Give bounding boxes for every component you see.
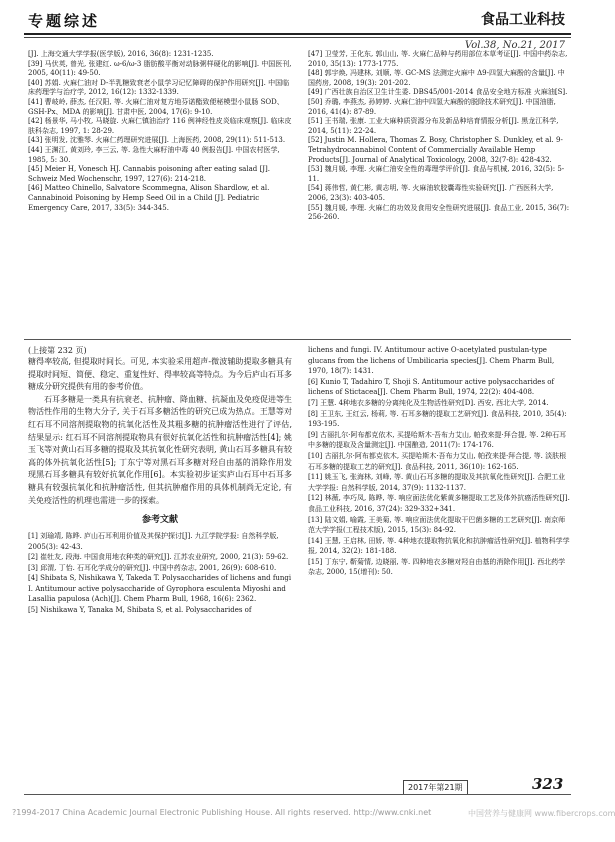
top-right-references	[308, 50, 570, 223]
reference-item: [50] 乔璐, 李燕杰, 孙婷婷. 火麻仁油中四氢大麻酚的脱除技术研究[J]. 中国油脂, 2016, 41(4): 87-89.	[308, 97, 556, 116]
reference-item: [39] 马伏英, 曾光, 张建红. ω-6/ω-3 脂肪酸平衡对动脉粥样硬化的影响[J]. 中国医刊, 2005, 40(11): 49-50.	[28, 59, 292, 78]
reference-item: [12] 林薇, 李巧凤, 陈晔, 等. 响应面法优化紫黄多糖提取工艺及体外抗癌活性研究[J]. 食品工业科技, 2016, 37(24): 329-332+341.	[308, 494, 570, 513]
header-rule-thin	[24, 37, 571, 38]
reference-item: [8] 王卫东, 王红云, 杨莉, 等. 石耳多糖的提取工艺研究[J]. 食品科技, 2010, 35(4): 193-195.	[308, 409, 567, 429]
continued-note: (上接第 232 页)	[28, 346, 87, 355]
reference-item: [4] Shibata S, Nishikawa Y, Takeda T. Polysaccharides of lichens and fungi I. Antitumour active polysaccharide of Gyrophora esculenta Miyoshi and Lasallia papulosa (Ach)[J]. Chem Pharm Bull, 1968, 16(6): 2362.	[28, 574, 292, 604]
reference-item: [13] 陆文娟, 喻霞, 王美菊, 等. 响应面法优化提取干巴菌多糖的工艺研究[J]. 南京师范大学学报(工程技术版), 2015, 15(3): 84-92.	[308, 515, 566, 535]
watermark: 中国营养与健康网 www.fibercrops.com	[468, 809, 615, 818]
reference-item: [49] 广西壮族自治区卫生计生委. DBS45/001-2014 食品安全地方标准 火麻油[S].	[308, 88, 568, 97]
reference-item: [47] 卫莹芳, 王化东, 郭山山, 等. 火麻仁品种与药用部位本草考证[J]. 中国中药杂志, 2010, 35(13): 1773-1775.	[308, 50, 568, 68]
references-heading: 参考文献	[141, 515, 178, 526]
reference-item: [9] 古丽扎尔·阿布都克依木, 买提哈斯木·吾布力艾山, 帕孜来提·拜合提, 等. 2种石耳中多糖的提取及含量测定[J]. 中国酿造, 2011(7): 174-176.	[308, 430, 567, 450]
reference-item: [52] Justin M. Hollera, Thomas Z. Bosy, Christopher S. Dunkley, et al. 9-Tetrahydrocannabinol Content of Commercially Available Hemp Products[J]. Journal of Analytical Toxicology, 2008, 32(7-8): 428-432.	[308, 136, 563, 164]
article-divider	[24, 339, 571, 340]
reference-item: [43] 张明发, 沈雅琴. 火麻仁药理研究进展[J]. 上海医药, 2008, 29(11): 511-513.	[28, 136, 286, 145]
reference-item: [2] 崔牡友, 段海. 中国食用地衣种类的研究[J]. 江苏农业研究, 2000, 21(3): 59-62.	[28, 553, 289, 562]
header-section-title: 专题综述	[28, 12, 101, 30]
reference-item: [5] Nishikawa Y, Tanaka M, Shibata S, et al. Polysaccharides of	[28, 605, 252, 614]
reference-item: [42] 杨景华, 马小牧, 马晓旋. 火麻仁镇油治疗 116 例神经性皮炎临床观察[J]. 临床皮肤科杂志, 1997, 1: 28-29.	[28, 117, 292, 135]
reference-item: [7] 王慧. 4种地衣多糖的分离纯化及生物活性研究[D]. 西安, 西北大学, 2014.	[308, 398, 549, 407]
reference-item: [1] 刘瑜靖, 陈晔. 庐山石耳利用价值及其保护探讨[J]. 九江学院学报: 自然科学版, 2005(3): 42-43.	[28, 532, 279, 551]
reference-item: [53] 魏月媛, 李理. 火麻仁油安全性的毒理学评价[J]. 食品与机械, 2016, 32(5): 5-11.	[308, 165, 565, 183]
reference-item: [46] Matteo Chinello, Salvatore Scommegna, Alison Shardlow, et al. Cannabinoid Poisoning by Hemp Seed Oil in a Child [J]. Pediatric Emergency Care, 2017, 33(5): 344-345.	[28, 184, 270, 212]
article-right-column	[308, 345, 570, 578]
reference-item: [J]. 上海交通大学学报(医学版), 2016, 36(8): 1231-1235.	[28, 50, 214, 58]
header-rule	[24, 33, 571, 35]
reference-item: lichens and fungi. IV. Antitumour active O-acetylated pustulan-type glucans from the lichens of Umbilicaria species[J]. Chem Pharm Bull, 1970, 18(7): 1431.	[308, 346, 555, 376]
reference-item: [55] 魏月媛, 李理. 火麻仁的功效及食用安全性研究进展[J]. 食品工业, 2015, 36(7): 256-260.	[308, 203, 570, 222]
reference-item: [3] 邱渭, 丁怡. 石耳化学成分的研究[J]. 中国中药杂志, 2001, 26(9): 608-610.	[28, 563, 277, 572]
body-paragraph: 石耳多糖是一类具有抗衰老、抗肿瘤、降血糖、抗凝血及免疫促进等生物活性作用的生物大分子, 关于石耳多糖活性的研究已成为热点。王慧等对红石耳不同溶剂提取物的抗氧化活性及其粗多糖的抗肿瘤活性进行了评估, 结果显示: 红石耳不同溶剂提取物具有很好抗氧化活性和抗肿瘤活性[4]; 姚玉飞等对黄山石耳多糖的提取及其抗氧化性研究表明, 黄山石耳多糖具有较高的体外抗氧化活性[5]; 丁东宁等对黑石耳多糖对羟自由基的消除作用发现黑石耳多糖具有较好抗氧化作用[6]。本实验初步证实庐山石耳中石耳多糖具有较强抗氧化和抗肿瘤活性, 但其抗肿瘤作用的具体机制尚无定论, 有关免疫活性的机理也需进一步的探索。	[28, 394, 292, 505]
reference-item: [14] 王慧, 王启林, 田娇, 等. 4种地衣提取物抗氧化和抗肿瘤活性研究[J]. 植物科学学报, 2014, 32(2): 181-188.	[308, 536, 570, 556]
top-left-references	[28, 50, 292, 213]
reference-item: [44] 王渊江, 黄刘玲, 李三云, 等. 急性大麻籽油中毒 40 例报告[J]. 中国农村医学, 1985, 5: 30.	[28, 145, 280, 164]
footer-rule	[24, 794, 571, 795]
reference-item: [10] 古丽扎尔·阿布都克依木, 买提哈斯木·吾布力艾山, 帕孜来提·拜合提, 等. 淡肤根石耳多糖的提取工艺的研究[J]. 食品科技, 2011, 36(10): 162-165.	[308, 451, 567, 471]
reference-item: [15] 丁东宁, 靳菊情, 边晓丽, 等. 四种地衣多糖对羟自由基的消除作用[J]. 西北药学杂志, 2000, 15(增刊): 50.	[308, 557, 566, 577]
reference-item: [40] 苏娟. 火麻仁油对 D-半乳糖致衰老小鼠学习记忆障碍的保护作用研究[J]. 中国临床药理学与治疗学, 2012, 16(12): 1332-1339.	[28, 78, 290, 97]
reference-item: [11] 姚玉飞, 张海林, 刘峰, 等. 黄山石耳多糖的提取及其抗氧化性研究[J]. 合肥工业大学学报: 自然科学版, 2014, 37(9): 1132-1137.	[308, 473, 566, 492]
body-paragraph: 糖得率较高, 但提取时间长。可见, 本实验采用超声-微波辅助提取多糖具有提取时间短、简便、稳定、重复性好、得率较高等特点。为今后庐山石耳多糖成分研究提供有用的参考价值。	[28, 357, 292, 392]
article-left-column	[28, 345, 292, 615]
reference-item: [41] 曹岐岭, 薛杰, 任汉阳, 等. 火麻仁油对复方地芬诺酯致便秘模型小鼠肠 SOD、GSH-Px、MDA 的影响[J]. 甘肃中医, 2004, 17(6): 9-10.	[28, 97, 284, 116]
reference-item: [54] 蒋伟哲, 黄仁彬, 黄志明, 等. 火麻油软胶囊毒性实验研究[J]. 广西医科大学, 2006, 23(3): 403-405.	[308, 184, 554, 202]
reference-item: [48] 郭宇焕, 冯建林, 刘顺, 等. GC-MS 法测定火麻中 Δ9-四氢大麻酚的含量[J]. 中国药房, 2008, 19(3): 201-202.	[308, 69, 565, 87]
page-number: 323	[532, 775, 564, 793]
copyright-notice: ?1994-2017 China Academic Journal Electronic Publishing House. All rights reserved. http://www.cnki.net	[12, 808, 432, 817]
issue-label: 2017年第21期	[403, 780, 468, 795]
reference-item: [45] Meier H, Vonesch HJ. Cannabis poisoning after eating salad [J]. Schweiz Med Wochenschr, 1997, 127(6): 214-218.	[28, 165, 270, 183]
header-journal-name: 食品工业科技	[481, 12, 565, 28]
header-volume: Vol.38, No.21, 2017	[464, 40, 565, 51]
reference-item: [51] 王书瑞, 张康. 工业大麻种质资源分布及新品种培育情报分析[J]. 黑龙江科学, 2014, 5(11): 22-24.	[308, 117, 559, 135]
reference-item: [6] Kunio T, Tadahiro T, Shoji S. Antitumour active polysaccharides of lichens of Stictacea[J]. Chem Pharm Bull, 1974, 22(2): 404-408.	[308, 377, 555, 397]
